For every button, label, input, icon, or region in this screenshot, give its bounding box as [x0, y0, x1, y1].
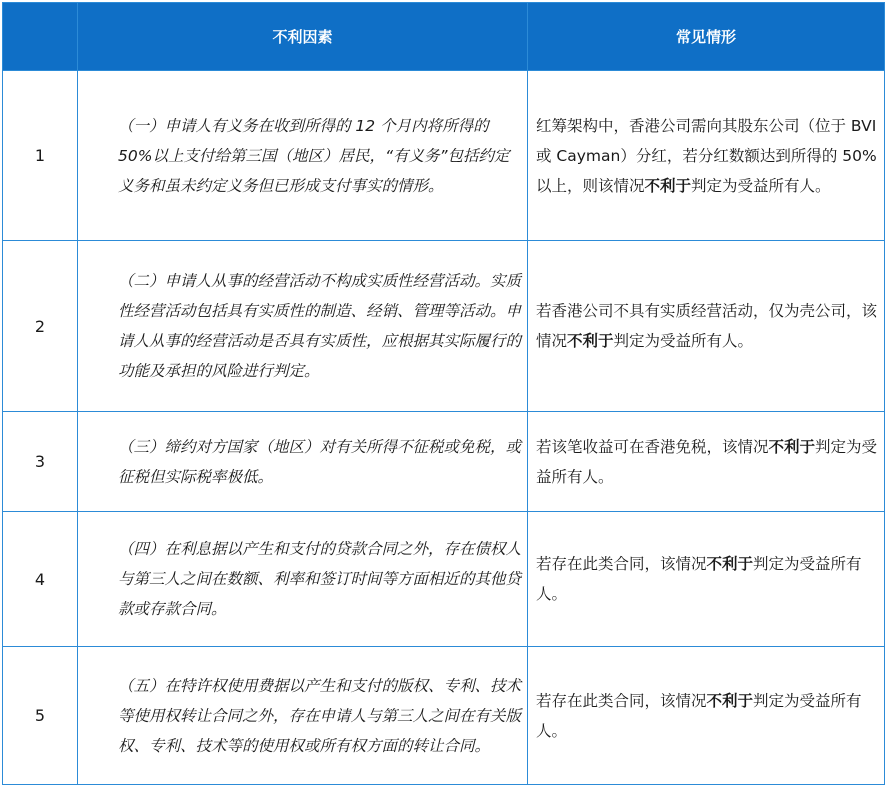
- factor-text: （四）在利息据以产生和支付的贷款合同之外，存在债权人与第三人之间在数额、利率和签订时间等方面相近的其他贷款或存款合同。: [118, 540, 522, 618]
- header-row: [3, 3, 885, 71]
- scenario-cell: [528, 71, 885, 241]
- scenario-text-end: 判定为受益所有人。: [691, 176, 831, 195]
- scenario-text: 若香港公司不具有实质经营活动，仅为壳公司，该情况: [536, 302, 878, 350]
- factors-table: [2, 2, 885, 785]
- row-number: 4: [3, 512, 78, 647]
- scenario-text: 若存在此类合同，该情况: [536, 691, 707, 710]
- scenario-text-end: 判定为受益所有人。: [536, 691, 862, 740]
- scenario-emphasis: 不利于: [706, 555, 754, 573]
- row-number: 1: [3, 71, 78, 241]
- table-row: [3, 412, 885, 512]
- table-row: [3, 647, 885, 785]
- scenario-emphasis: 不利于: [706, 691, 754, 710]
- scenario-text-end: 判定为受益所有人。: [536, 437, 878, 486]
- factor-cell: [78, 647, 528, 785]
- factor-text: （三）缔约对方国家（地区）对有关所得不征税或免税，或征税但实际税率极低。: [118, 437, 522, 486]
- row-number: 3: [3, 412, 78, 512]
- row-number: 2: [3, 241, 78, 412]
- scenario-cell: [528, 512, 885, 647]
- factor-text: （二）申请人从事的经营活动不构成实质性经营活动。实质性经营活动包括具有实质性的制造、经销、管理等活动。申请人从事的经营活动是否具有实质性，应根据其实际履行的功能及承担的风险进行判定。: [118, 272, 522, 380]
- scenario-cell: [528, 647, 885, 785]
- factor-cell: [78, 71, 528, 241]
- factor-cell: [78, 241, 528, 412]
- scenario-emphasis: 不利于: [768, 437, 816, 456]
- scenario-text: 若该笔收益可在香港免税，该情况: [536, 437, 769, 456]
- header-factor: 不利因素: [78, 3, 528, 71]
- scenario-text-end: 判定为受益所有人。: [536, 555, 862, 603]
- scenario-cell: [528, 241, 885, 412]
- factor-cell: [78, 512, 528, 647]
- scenario-text: 红筹架构中，香港公司需向其股东公司（位于 BVI 或 Cayman）分红，若分红数额达到所得的 50%以上，则该情况: [536, 116, 877, 195]
- factor-text: （一）申请人有义务在收到所得的 12 个月内将所得的50%以上支付给第三国（地区）居民，“有义务”包括约定义务和虽未约定义务但已形成支付事实的情形。: [118, 116, 510, 195]
- scenario-text: 若存在此类合同，该情况: [536, 555, 707, 573]
- header-scenario: 常见情形: [528, 3, 885, 71]
- header-number: [3, 3, 78, 71]
- table-row: [3, 512, 885, 647]
- scenario-emphasis: 不利于: [644, 176, 692, 195]
- factor-text: （五）在特许权使用费据以产生和支付的版权、专利、技术等使用权转让合同之外，存在申请人与第三人之间在有关版权、专利、技术等的使用权或所有权方面的转让合同。: [118, 676, 522, 755]
- factor-cell: [78, 412, 528, 512]
- table-row: [3, 241, 885, 412]
- scenario-text-end: 判定为受益所有人。: [613, 332, 754, 350]
- table-row: [3, 71, 885, 241]
- row-number: 5: [3, 647, 78, 785]
- scenario-emphasis: 不利于: [567, 332, 614, 350]
- scenario-cell: [528, 412, 885, 512]
